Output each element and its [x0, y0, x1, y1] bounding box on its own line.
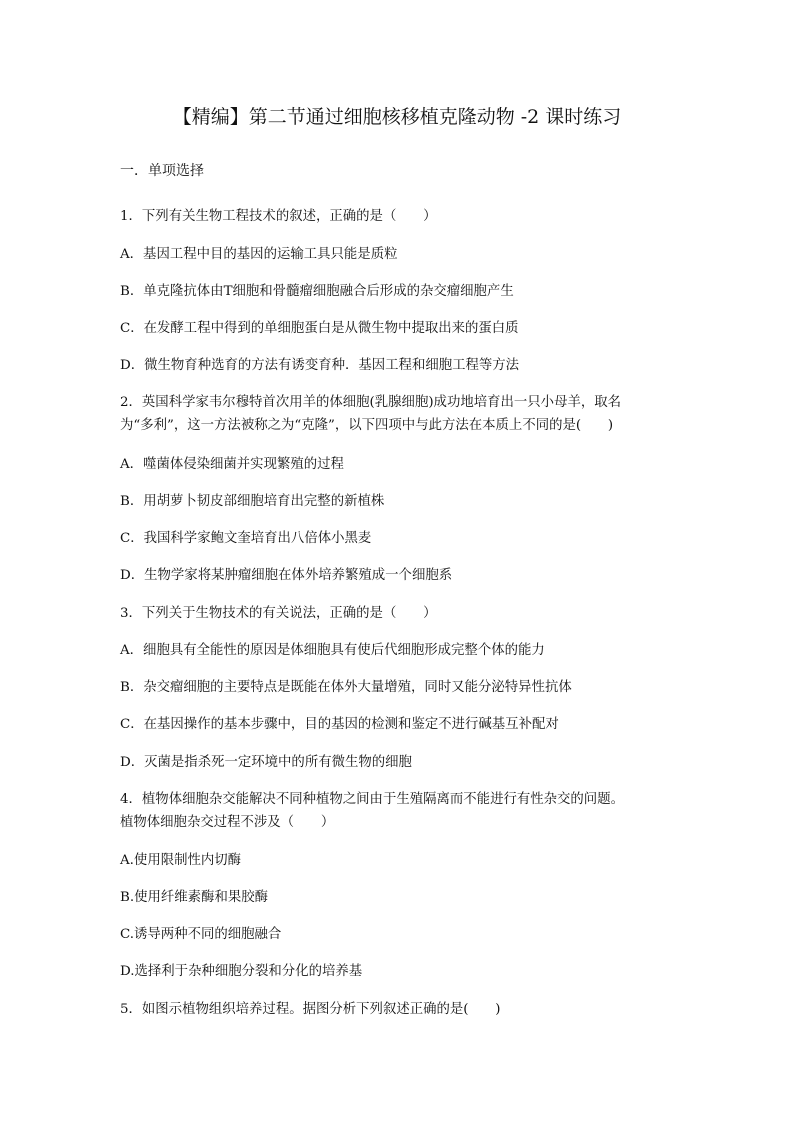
- question-4-option-b: B.使用纤维素酶和果胶酶: [120, 890, 269, 905]
- question-3-stem: 3．下列关于生物技术的有关说法，正确的是（ ）: [120, 606, 437, 621]
- section-heading: 一．单项选择: [120, 163, 204, 179]
- question-1-option-b: B．单克隆抗体由T细胞和骨髓瘤细胞融合后形成的杂交瘤细胞产生: [120, 284, 514, 299]
- question-4-option-d: D.选择利于杂种细胞分裂和分化的培养基: [120, 964, 363, 979]
- question-4-option-c: C.诱导两种不同的细胞融合: [120, 927, 282, 942]
- question-2-option-d: D．生物学家将某肿瘤细胞在体外培养繁殖成一个细胞系: [120, 568, 453, 583]
- question-1-option-a: A．基因工程中目的基因的运输工具只能是质粒: [120, 247, 398, 262]
- question-2-option-c: C．我国科学家鲍文奎培育出八倍体小黑麦: [120, 531, 372, 546]
- question-1-option-d: D．微生物育种选育的方法有诱变育种．基因工程和细胞工程等方法: [120, 358, 520, 373]
- question-3-option-c: C．在基因操作的基本步骤中，目的基因的检测和鉴定不进行碱基互补配对: [120, 717, 559, 732]
- question-3-option-a: A．细胞具有全能性的原因是体细胞具有使后代细胞形成完整个体的能力: [120, 643, 545, 658]
- question-3-option-b: B．杂交瘤细胞的主要特点是既能在体外大量增殖，同时又能分泌特异性抗体: [120, 680, 572, 695]
- question-5-stem: 5．如图示植物组织培养过程。据图分析下列叙述正确的是( ): [120, 1002, 501, 1017]
- question-1-option-c: C．在发酵工程中得到的单细胞蛋白是从微生物中提取出来的蛋白质: [120, 321, 519, 336]
- question-2-stem-line-2: 为“多利”，这一方法被称之为“克隆”，以下四项中与此方法在本质上不同的是( ): [120, 418, 614, 433]
- question-1-stem: 1．下列有关生物工程技术的叙述，正确的是（ ）: [120, 209, 437, 224]
- question-2-option-b: B．用胡萝卜韧皮部细胞培育出完整的新植株: [120, 494, 385, 509]
- question-3-option-d: D．灭菌是指杀死一定环境中的所有微生物的细胞: [120, 755, 412, 770]
- question-4-stem-line-1: 4．植物体细胞杂交能解决不同种植物之间由于生殖隔离而不能进行有性杂交的问题。: [120, 792, 624, 807]
- question-4-stem-line-2: 植物体细胞杂交过程不涉及（ ）: [120, 815, 335, 830]
- question-2-stem-line-1: 2．英国科学家韦尔穆特首次用羊的体细胞(乳腺细胞)成功地培育出一只小母羊，取名: [120, 395, 622, 410]
- question-4-option-a: A.使用限制性内切酶: [120, 853, 242, 868]
- question-2-option-a: A．噬菌体侵染细菌并实现繁殖的过程: [120, 457, 344, 472]
- page-title: 【精编】第二节通过细胞核移植克隆动物 -2 课时练习: [172, 106, 622, 128]
